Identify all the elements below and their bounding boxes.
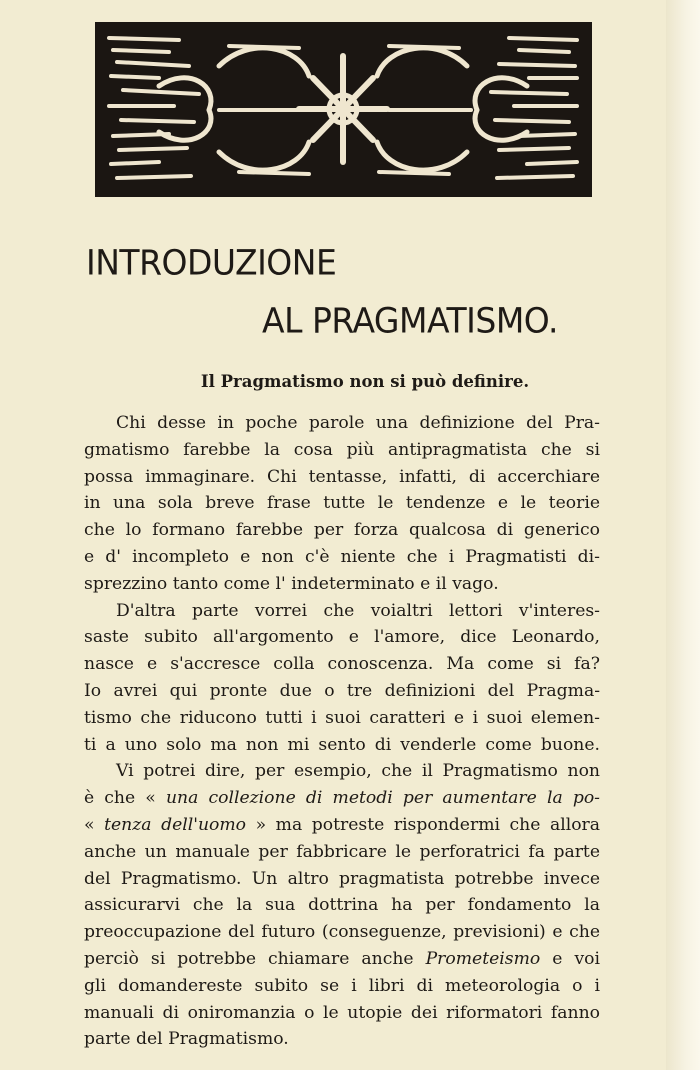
chapter-title-line-2: AL PRAGMATISMO. — [262, 300, 558, 341]
text-line: gmatismo farebbe la cosa più antipragmatista che si — [84, 439, 600, 460]
text-line: tismo che riducono tutti i suoi caratteri e i suoi elemen- — [84, 707, 600, 728]
body-text — [84, 410, 600, 1053]
text-line: Vi potrei dire, per esempio, che il Pragmatismo non — [116, 761, 600, 782]
text-line: nasce e s'accresce colla conoscenza. Ma come si fa? — [84, 654, 600, 675]
text-run: e voi — [540, 948, 600, 969]
text-line: anche un manuale per fabbricare le perforatrici fa parte — [84, 841, 600, 862]
text-line: Io avrei qui pronte due o tre definizioni del Pragma- — [84, 680, 600, 701]
paragraph-2 — [84, 598, 600, 759]
text-line — [84, 812, 600, 839]
page-edge-shadow — [666, 0, 700, 1070]
text-line: del Pragmatismo. Un altro pragmatista potrebbe invece — [84, 868, 600, 889]
text-line: D'altra parte vorrei che voialtri lettori v'interes- — [116, 600, 600, 621]
paragraph-3 — [84, 758, 600, 1053]
italic-term: Prometeismo — [425, 948, 541, 969]
text-line: parte del Pragmatismo. — [84, 1029, 289, 1050]
text-line: preoccupazione del futuro (conseguenze, previsioni) e che — [84, 922, 600, 943]
text-line — [84, 946, 600, 973]
text-line: ti a uno solo ma non mi sento di venderle come buone. — [84, 734, 600, 755]
text-line: sprezzino tanto come l' indeterminato e il vago. — [84, 573, 499, 594]
chapter-title-line-1: INTRODUZIONE — [86, 242, 337, 283]
text-line: che lo formano farebbe per forza qualcosa di generico — [84, 520, 600, 541]
text-line: possa immaginare. Chi tentasse, infatti, di accerchiare — [84, 466, 600, 487]
text-line: saste subito all'argomento e l'amore, dice Leonardo, — [84, 627, 600, 648]
text-line — [84, 785, 600, 812]
woodcut-ornament — [95, 22, 592, 197]
text-run: perciò si potrebbe chiamare anche — [84, 948, 426, 969]
text-line: gli domandereste subito se i libri di meteorologia o i — [84, 975, 600, 996]
woodcut-ornament-drawing — [99, 26, 588, 193]
text-run: » ma potreste rispondermi che allora — [246, 814, 601, 835]
italic-quote: una collezione di metodi per aumentare la po- — [165, 788, 600, 809]
italic-quote: tenza dell'uomo — [104, 814, 247, 835]
text-line: assicurarvi che la sua dottrina ha per fondamento la — [84, 895, 600, 916]
text-line: manuali di oniromanzia o le utopie dei riformatori fanno — [84, 1002, 600, 1023]
text-run: è che « — [84, 788, 166, 809]
text-run: « — [84, 814, 105, 835]
section-heading: Il Pragmatismo non si può definire. — [200, 372, 530, 391]
text-line: e d' incompleto e non c'è niente che i Pragmatisti di- — [84, 546, 600, 567]
paragraph-1 — [84, 410, 600, 598]
text-line: in una sola breve frase tutte le tendenze e le teorie — [84, 493, 600, 514]
text-line: Chi desse in poche parole una definizione del Pra- — [116, 413, 600, 433]
